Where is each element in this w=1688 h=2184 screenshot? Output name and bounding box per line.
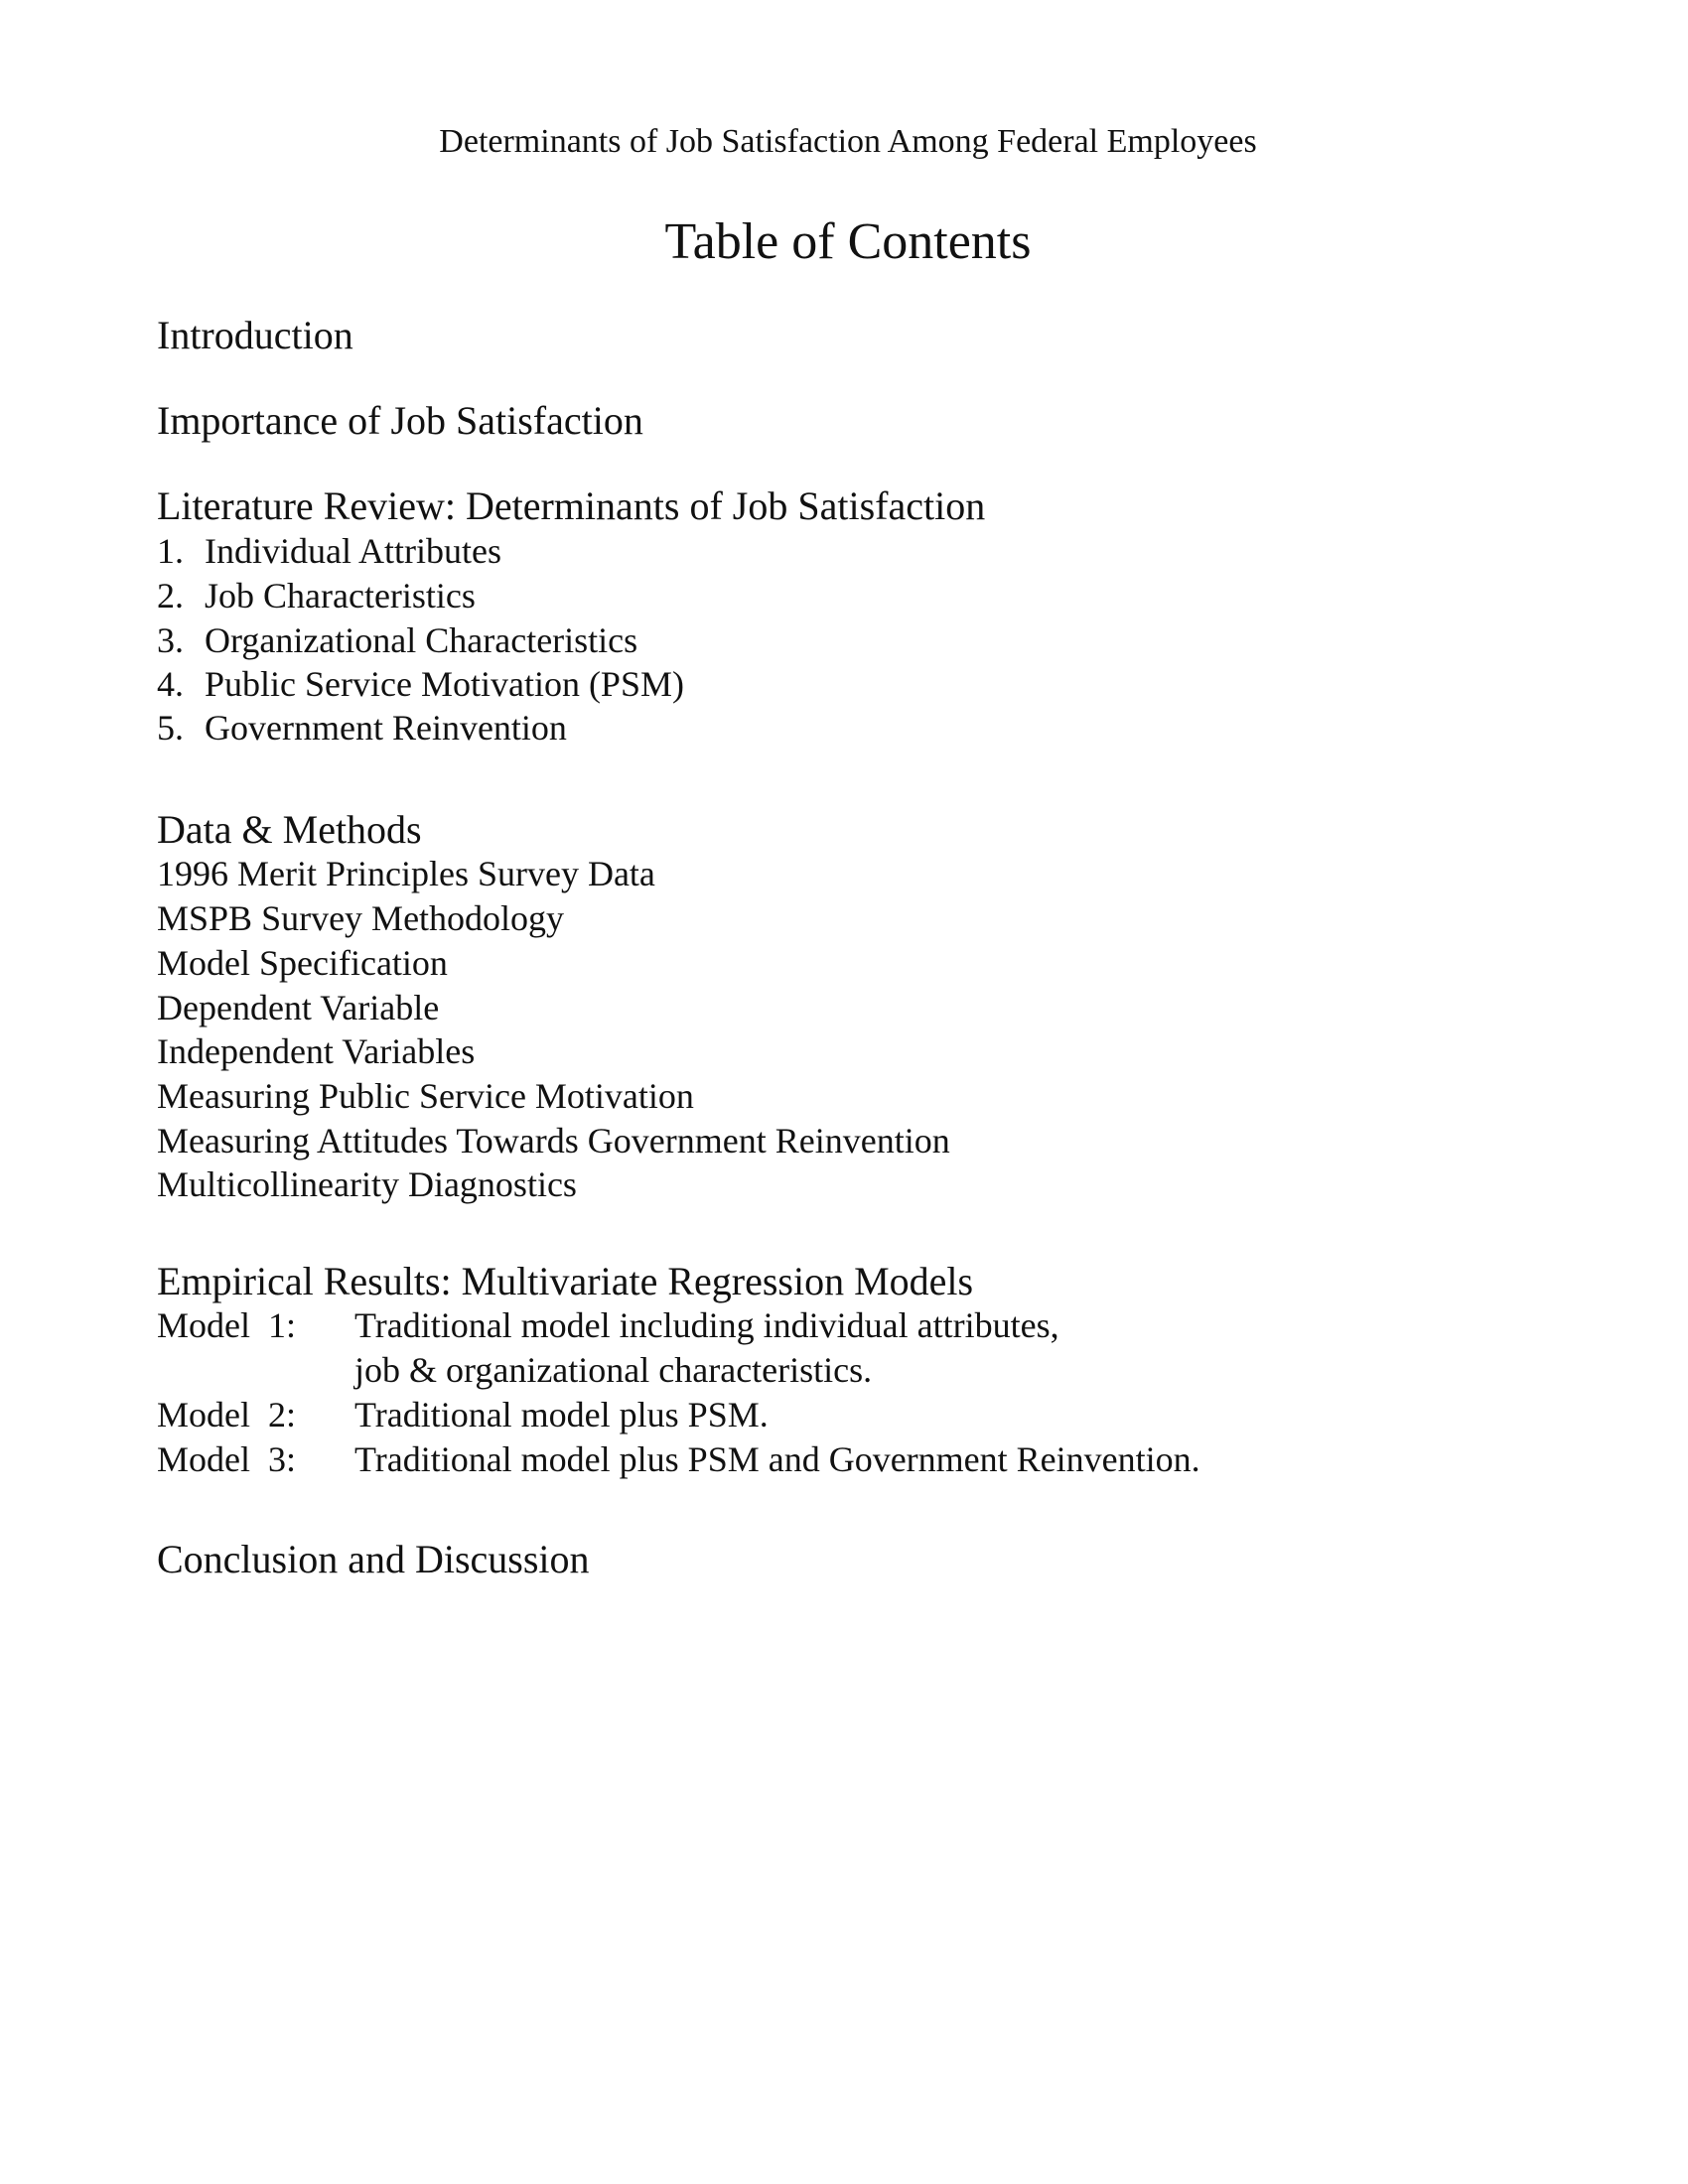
toc-item: Measuring Public Service Motivation	[157, 1076, 694, 1116]
item-number: 5.	[157, 708, 184, 748]
toc-model-entry	[157, 1441, 1200, 1477]
toc-item: Model Specification	[157, 943, 448, 983]
model-label: Model 2:	[157, 1395, 296, 1434]
running-title: Determinants of Job Satisfaction Among Federal Employees	[439, 123, 1257, 160]
item-number: 3.	[157, 620, 184, 660]
toc-item	[157, 710, 567, 746]
toc-item: Dependent Variable	[157, 988, 440, 1027]
toc-item: Multicollinearity Diagnostics	[157, 1164, 577, 1204]
toc-item	[157, 666, 684, 702]
toc-item	[157, 533, 501, 569]
item-label: Job Characteristics	[205, 576, 476, 615]
page-title: Table of Contents	[664, 213, 1032, 270]
item-label: Individual Attributes	[205, 531, 501, 571]
toc-heading-empirical-results: Empirical Results: Multivariate Regression Models	[157, 1259, 974, 1303]
toc-item: MSPB Survey Methodology	[157, 898, 565, 938]
item-label: Public Service Motivation (PSM)	[205, 664, 684, 704]
item-number: 4.	[157, 664, 184, 704]
model-label: Model 1:	[157, 1305, 296, 1345]
toc-item	[157, 578, 476, 614]
toc-heading-literature-review: Literature Review: Determinants of Job Satisfaction	[157, 483, 986, 528]
toc-model-entry	[157, 1397, 769, 1433]
item-number: 2.	[157, 576, 184, 615]
toc-item: Measuring Attitudes Towards Government Reinvention	[157, 1121, 950, 1160]
toc-item: 1996 Merit Principles Survey Data	[157, 854, 655, 893]
model-description: Traditional model including individual attributes,	[354, 1305, 1059, 1345]
model-description: Traditional model plus PSM and Government Reinvention.	[354, 1439, 1200, 1479]
toc-entry-importance: Importance of Job Satisfaction	[157, 398, 643, 443]
toc-entry-introduction: Introduction	[157, 313, 353, 357]
toc-entry-conclusion: Conclusion and Discussion	[157, 1537, 590, 1581]
model-label: Model 3:	[157, 1439, 296, 1479]
model-description: Traditional model plus PSM.	[354, 1395, 769, 1434]
toc-heading-data-methods: Data & Methods	[157, 807, 422, 852]
model-description-continued: job & organizational characteristics.	[354, 1350, 873, 1390]
item-label: Organizational Characteristics	[205, 620, 638, 660]
toc-item	[157, 622, 637, 658]
item-label: Government Reinvention	[205, 708, 567, 748]
toc-model-entry	[157, 1307, 1059, 1343]
toc-item: Independent Variables	[157, 1031, 476, 1071]
item-number: 1.	[157, 531, 184, 571]
